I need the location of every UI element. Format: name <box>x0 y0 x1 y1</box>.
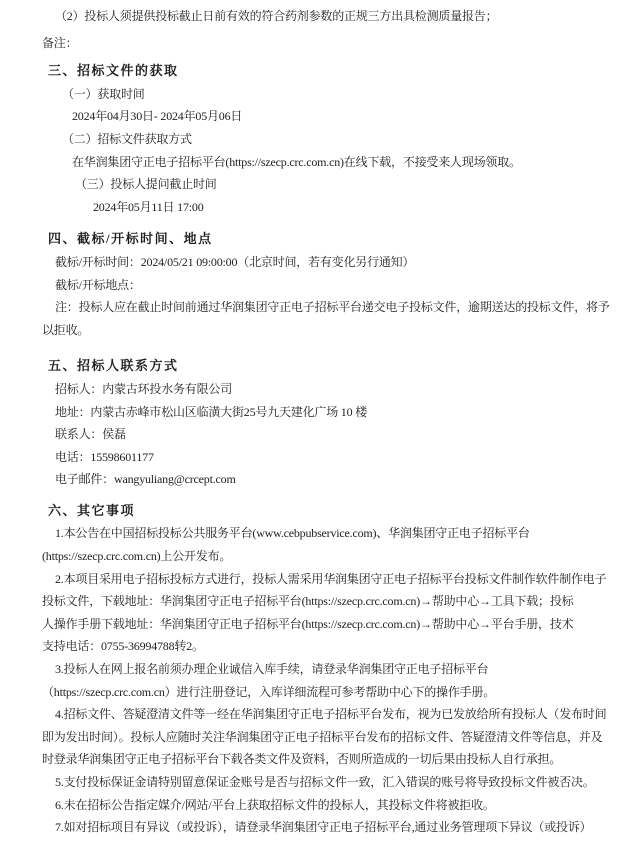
section-heading-doc-acquisition: 三、招标文件的获取 <box>48 63 179 79</box>
section-heading-other-matters: 六、其它事项 <box>48 502 136 518</box>
contact-phone: 电话：15598601177 <box>55 449 154 464</box>
question-deadline-subheading: （三）投标人提问截止时间 <box>75 177 217 192</box>
acquisition-time-subheading: （一）获取时间 <box>62 86 145 101</box>
other-item-6: 6.未在招标公告指定媒介/网站/平台上获取招标文件的投标人，其投标文件将被拒收。 <box>55 797 495 812</box>
other-item-4: 4.招标文件、答疑澄清文件等一经在华润集团守正电子招标平台发布，视为已发放给所有投标人（发布时间 <box>55 707 607 722</box>
section-heading-contact: 五、招标人联系方式 <box>48 358 179 374</box>
section-heading-bid-opening: 四、截标/开标时间、地点 <box>48 231 213 247</box>
other-item-7: 7.如对招标项目有异议（或投诉），请登录华润集团守正电子招标平台,通过业务管理项下异议（或投诉） <box>55 820 592 835</box>
contact-email: 电子邮件：wangyuliang@crcept.com <box>55 472 236 487</box>
acquisition-time-range: 2024年04月30日- 2024年05月06日 <box>72 109 243 124</box>
other-item-3-continued: （https://szecp.crc.com.cn）进行注册登记，入库详细流程可参考帮助中心下的操作手册。 <box>42 684 496 699</box>
preamble-clause-line: （2）投标人须提供投标截止日前有效的符合药剂参数的正规三方出具检测质量报告； <box>55 9 498 23</box>
acquisition-method-text: 在华润集团守正电子招标平台(https://szecp.crc.com.cn)在线下载，不接受来人现场领取。 <box>72 154 521 169</box>
contact-bidder: 招标人：内蒙古环投水务有限公司 <box>55 381 233 396</box>
bid-submission-note: 注：投标人应在截止时间前通过华润集团守正电子招标平台递交电子投标文件，逾期送达的投标文件，将予 <box>55 300 610 315</box>
other-item-2: 2.本项目采用电子招标投标方式进行，投标人需采用华润集团守正电子招标平台投标文件制作软件制作电子 <box>55 571 607 586</box>
other-item-1: 1.本公告在中国招标投标公共服务平台(www.cebpubservice.com)、华润集团守正电子招标平台 <box>55 526 530 541</box>
other-item-2-support-phone: 支持电话：0755-36994788转2。 <box>42 639 204 654</box>
question-deadline-value: 2024年05月11日 17:00 <box>93 199 204 214</box>
other-item-2-continued: 投标文件，下载地址：华润集团守正电子招标平台(https://szecp.crc.com.cn)→帮助中心→工具下载；投标 <box>42 594 574 609</box>
remark-label: 备注： <box>42 35 78 50</box>
contact-address: 地址：内蒙古赤峰市松山区临潢大街25号九天建化广场 10 楼 <box>55 404 368 419</box>
other-item-4-continued: 即为发出时间）。投标人应随时关注华润集团守正电子招标平台发布的招标文件、答疑澄清文件等信息，并及 <box>42 729 603 744</box>
other-item-5: 5.支付投标保证金请特别留意保证金账号是否与招标文件一致，汇入错误的账号将导致投标文件被否决。 <box>55 775 595 789</box>
contact-person: 联系人：侯磊 <box>55 427 126 442</box>
other-item-2-continued-2: 人操作手册下载地址：华润集团守正电子招标平台(https://szecp.crc.com.cn)→帮助中心→平台手册，技术 <box>42 616 574 631</box>
acquisition-method-subheading: （二）招标文件获取方式 <box>62 131 192 146</box>
other-item-4-continued-2: 时登录华润集团守正电子招标平台下载各类文件及资料，否则所造成的一切后果由投标人自行承担。 <box>42 752 562 767</box>
other-item-1-continued: (https://szecp.crc.com.cn)上公开发布。 <box>42 549 232 564</box>
bid-submission-note-continued: 以拒收。 <box>42 322 90 337</box>
other-item-3: 3.投标人在网上报名前须办理企业诚信入库手续，请登录华润集团守正电子招标平台 <box>55 662 489 677</box>
bid-opening-time: 截标/开标时间：2024/05/21 09:00:00（北京时间，若有变化另行通知） <box>55 254 415 269</box>
bid-opening-place: 截标/开标地点： <box>55 277 141 292</box>
